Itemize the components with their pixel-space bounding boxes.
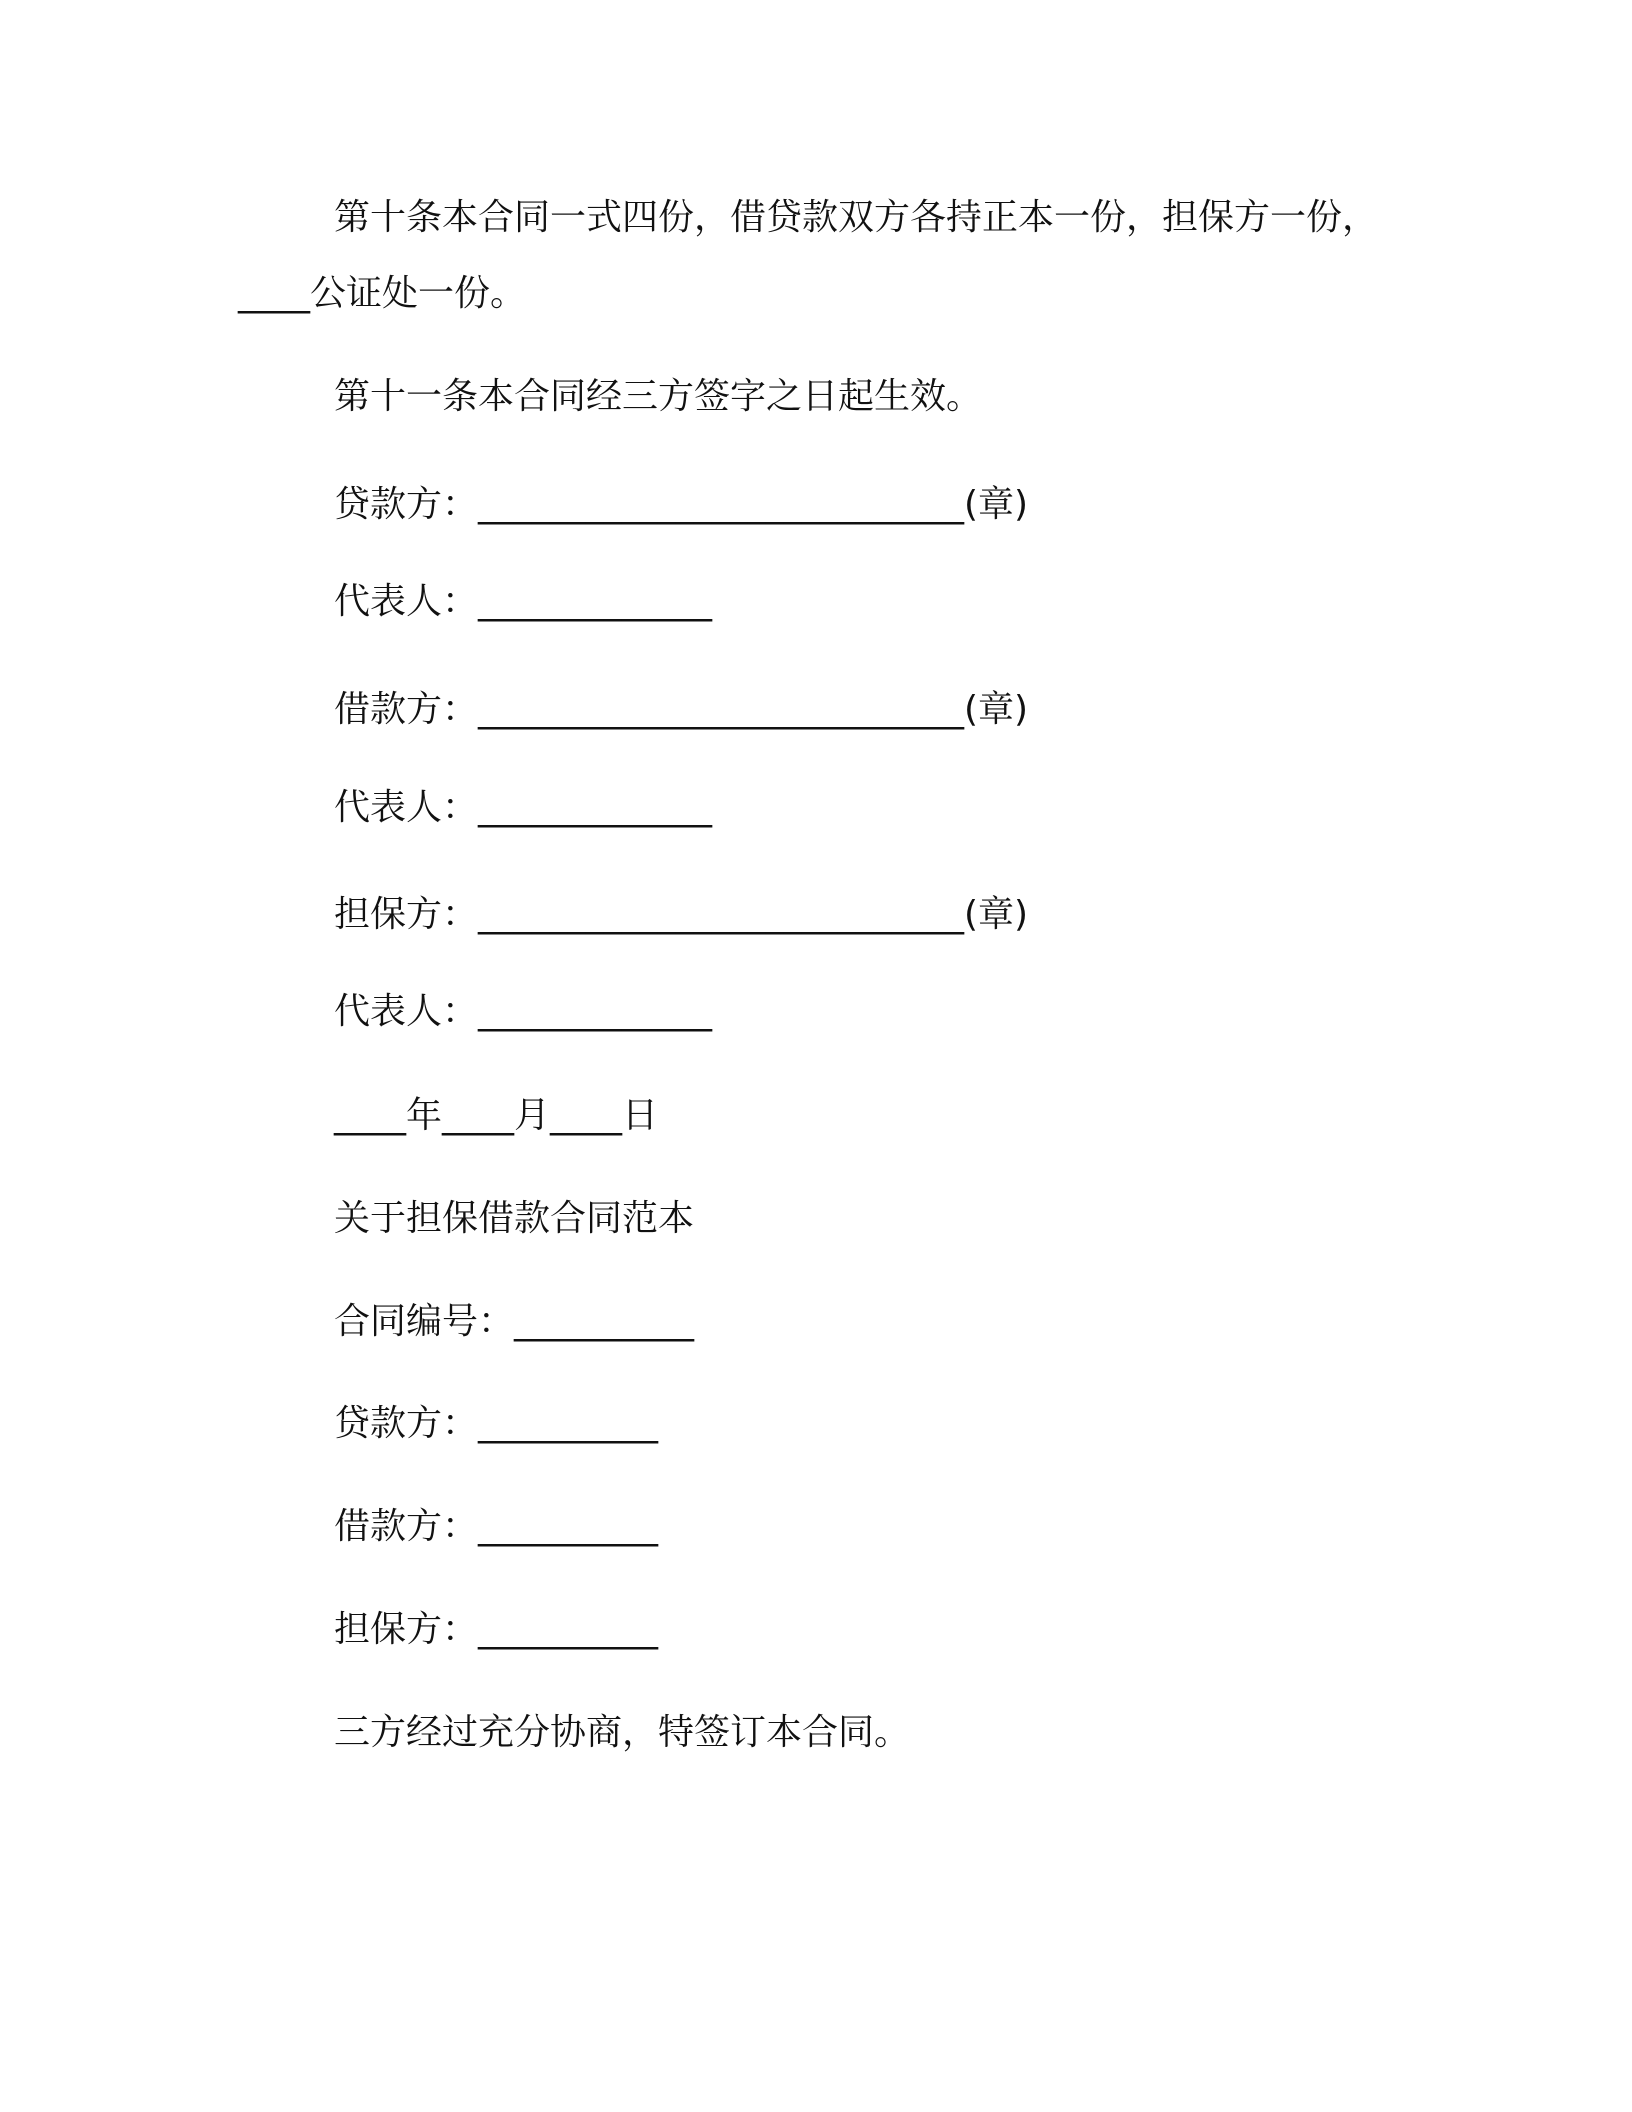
clause-10-line-2: ____公证处一份。 (238, 273, 527, 314)
guarantor-signature-line: 担保方：___________________________(章) (334, 894, 1029, 935)
borrower-line: 借款方：__________ (334, 1506, 659, 1547)
date-line: ____年____月____日 (334, 1095, 659, 1136)
contract-number-line: 合同编号：__________ (334, 1301, 695, 1342)
lender-signature-line: 贷款方：___________________________(章) (334, 484, 1029, 525)
guarantor-line: 担保方：__________ (334, 1609, 659, 1650)
preamble: 三方经过充分协商，特签订本合同。 (334, 1712, 911, 1753)
clause-10-line-1: 第十条本合同一式四份，借贷款双方各持正本一份，担保方一份， (334, 197, 1379, 238)
borrower-signature-line: 借款方：___________________________(章) (334, 689, 1029, 730)
clause-11: 第十一条本合同经三方签字之日起生效。 (334, 376, 983, 417)
lender-line: 贷款方：__________ (334, 1403, 659, 1444)
lender-representative-line: 代表人：_____________ (334, 581, 713, 622)
borrower-representative-line: 代表人：_____________ (334, 787, 713, 828)
guarantor-representative-line: 代表人：_____________ (334, 991, 713, 1032)
template-title: 关于担保借款合同范本 (334, 1198, 695, 1239)
